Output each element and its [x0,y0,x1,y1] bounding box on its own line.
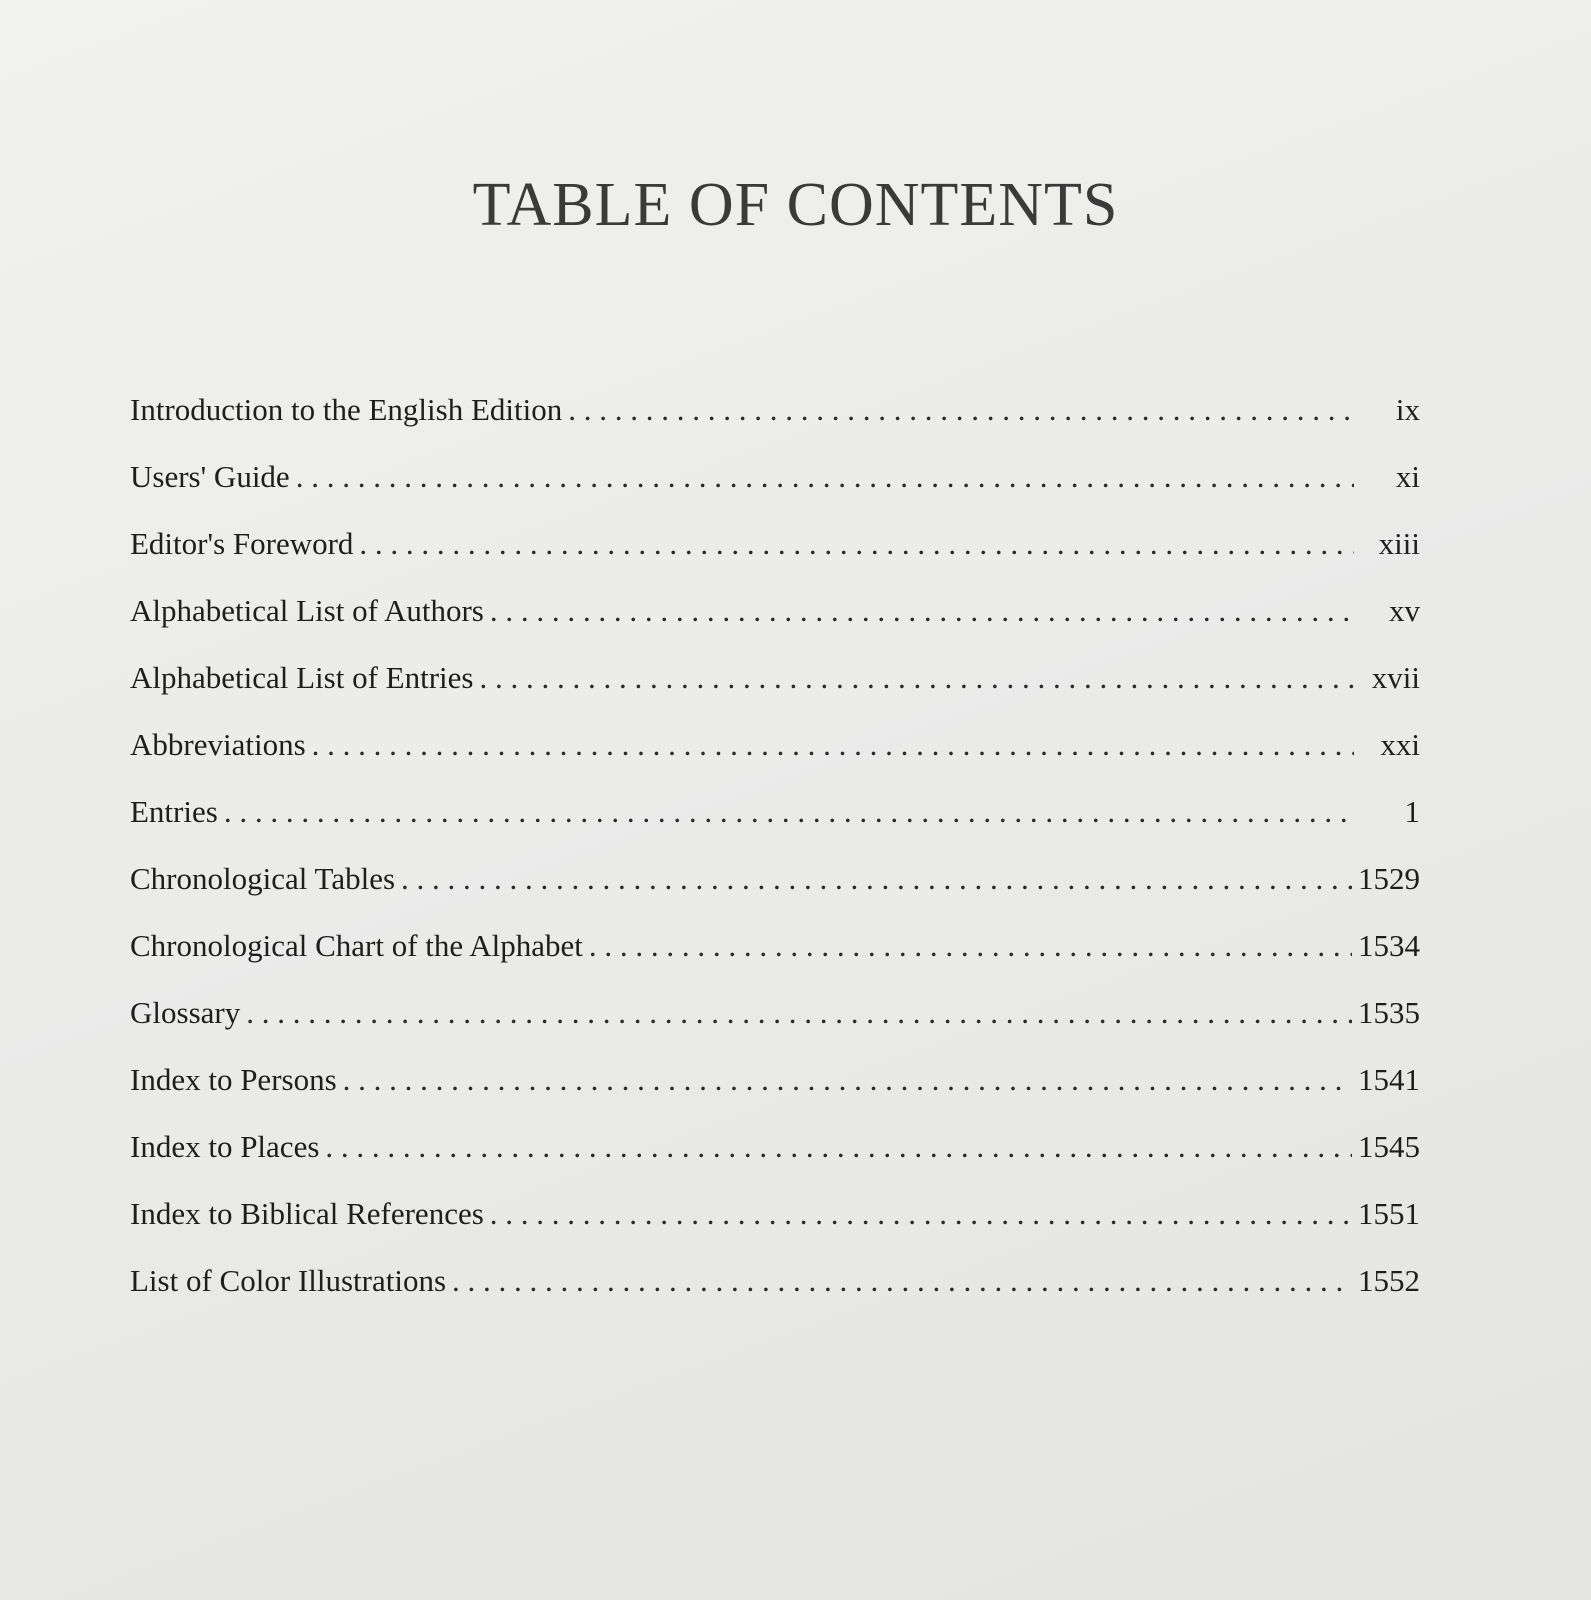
toc-entry-label: Alphabetical List of Entries [130,660,474,695]
toc-dot-leader [246,995,1352,1031]
toc-entry-page: xxi [1380,727,1420,762]
toc-entry [130,526,1420,593]
toc-entry-label: Chronological Chart of the Alphabet [130,928,583,963]
toc-dot-leader [343,1062,1352,1098]
toc-dot-leader [296,459,1354,495]
toc-entry-label: Alphabetical List of Authors [130,593,484,628]
toc-entry [130,794,1420,861]
toc-entry-label: Index to Places [130,1129,320,1164]
toc-entry-page: 1529 [1358,861,1420,896]
toc-dot-leader [568,392,1354,428]
toc-entry-label: List of Color Illustrations [130,1263,447,1298]
toc-entry [130,928,1420,995]
toc-entry-label: Chronological Tables [130,861,396,896]
toc-entry [130,392,1420,459]
toc-dot-leader [224,794,1354,830]
toc-entry [130,1263,1420,1330]
toc-dot-leader [479,660,1354,696]
toc-list [130,392,1420,1330]
toc-entry-page: xvii [1371,660,1420,695]
toc-entry-page: xi [1395,459,1420,494]
toc-entry-label: Users' Guide [130,459,290,494]
toc-entry [130,593,1420,660]
toc-dot-leader [325,1129,1352,1165]
toc-entry [130,660,1420,727]
toc-entry [130,459,1420,526]
toc-dot-leader [401,861,1352,897]
toc-dot-leader [490,1196,1352,1232]
toc-dot-leader [589,928,1352,964]
toc-entry-page: 1535 [1358,995,1420,1030]
toc-entry-label: Index to Biblical References [130,1196,484,1231]
toc-entry [130,861,1420,928]
toc-entry-label: Abbreviations [130,727,306,762]
toc-dot-leader [452,1263,1352,1299]
toc-dot-leader [359,526,1354,562]
toc-entry-page: xiii [1378,526,1420,561]
toc-entry-page: 1 [1404,794,1420,829]
toc-entry-label: Editor's Foreword [130,526,354,561]
toc-entry [130,1062,1420,1129]
toc-entry-page: ix [1395,392,1420,427]
toc-entry [130,995,1420,1062]
toc-entry-label: Index to Persons [130,1062,337,1097]
toc-entry [130,727,1420,794]
toc-entry [130,1129,1420,1196]
toc-entry-page: 1551 [1358,1196,1420,1231]
toc-dot-leader [312,727,1354,763]
toc-entry-page: 1545 [1358,1129,1420,1164]
toc-dot-leader [490,593,1354,629]
toc-entry-label: Introduction to the English Edition [130,392,563,427]
toc-entry-page: 1534 [1358,928,1420,963]
toc-entry-label: Entries [130,794,218,829]
page-title: TABLE OF CONTENTS [472,170,1119,239]
toc-entry [130,1196,1420,1263]
toc-entry-page: 1552 [1358,1263,1420,1298]
toc-entry-label: Glossary [130,995,241,1030]
toc-entry-page: xv [1389,593,1420,628]
toc-entry-page: 1541 [1358,1062,1420,1097]
